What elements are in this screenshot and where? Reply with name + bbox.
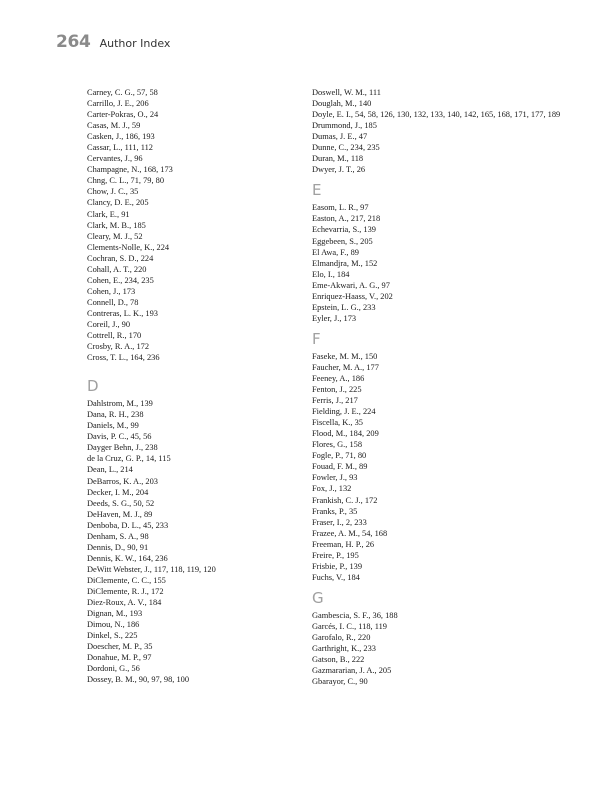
index-entry: Fiscella, K., 35 — [312, 418, 363, 428]
index-entry: Cervantes, J., 96 — [87, 154, 143, 164]
index-entry: Davis, P. C., 45, 56 — [87, 432, 152, 442]
index-entry: Champagne, N., 168, 173 — [87, 165, 173, 175]
page-number: 264 — [56, 32, 91, 52]
index-entry: Echevarria, S., 139 — [312, 225, 376, 235]
section-letter-d: D — [87, 377, 99, 396]
index-entry: Clements-Nolle, K., 224 — [87, 242, 170, 252]
index-entry: Carney, C. G., 57, 58 — [87, 88, 158, 97]
index-entry: Crosby, R. A., 172 — [87, 342, 150, 352]
index-entry: Clark, E., 91 — [87, 209, 130, 219]
index-entry: Decker, I. M., 204 — [87, 487, 149, 497]
index-entry: Dennis, D., 90, 91 — [87, 542, 149, 552]
index-entry: Eme-Akwari, A. G., 97 — [312, 280, 390, 290]
index-entry: DiClemente, R. J., 172 — [87, 586, 164, 596]
index-entry: Denham, S. A., 98 — [87, 531, 149, 541]
index-entry: Fogle, P., 71, 80 — [312, 451, 367, 461]
index-entry: Fenton, J., 225 — [312, 385, 362, 395]
index-entry: Dahlstrom, M., 139 — [87, 399, 153, 409]
index-entry: Dennis, K. W., 164, 236 — [87, 553, 168, 563]
index-entry: Ferris, J., 217 — [312, 396, 358, 406]
index-entry: Deeds, S. G., 50, 52 — [87, 498, 155, 508]
index-entry: Donahue, M. P., 97 — [87, 653, 152, 663]
entry-list — [87, 398, 297, 685]
index-entry: DeWitt Webster, J., 117, 118, 119, 120 — [87, 564, 216, 574]
section-letter-e: E — [312, 181, 322, 200]
index-entry: Flores, G., 158 — [312, 440, 363, 450]
index-entry: Elo, I., 184 — [312, 269, 350, 279]
entry-list — [312, 202, 562, 324]
index-entry: Gatson, B., 222 — [312, 655, 365, 665]
index-entry: Daniels, M., 99 — [87, 421, 139, 431]
index-entry: Franks, P., 35 — [312, 506, 358, 516]
index-entry: Dean, L., 214 — [87, 465, 133, 475]
index-entry: Duran, M., 118 — [312, 154, 364, 164]
section-letter-f: F — [312, 329, 321, 348]
index-entry: Doyle, E. I., 54, 58, 126, 130, 132, 133, 140, 142, 165, 168, 171, 177, 189 — [312, 110, 561, 120]
index-entry: Gambescia, S. F., 36, 188 — [312, 610, 398, 620]
index-entry: Enriquez-Haass, V., 202 — [312, 291, 393, 301]
index-entry: Cross, T. L., 164, 236 — [87, 353, 160, 363]
index-entry: Doswell, W. M., 111 — [312, 88, 381, 97]
entry-list — [312, 610, 562, 687]
index-entry: DeHaven, M. J., 89 — [87, 509, 153, 519]
index-entry: Coreil, J., 90 — [87, 319, 131, 329]
running-title: Author Index — [99, 37, 171, 50]
index-entry: Casas, M. J., 59 — [87, 121, 141, 131]
index-entry: Dinkel, S., 225 — [87, 631, 138, 641]
index-entry: Drummond, J., 185 — [312, 121, 377, 131]
index-entry: Carrillo, J. E., 206 — [87, 99, 149, 109]
index-entry: Dana, R. H., 238 — [87, 410, 144, 420]
index-entry: Fielding, J. E., 224 — [312, 407, 376, 417]
index-entry: Fox, J., 132 — [312, 484, 352, 494]
index-entry: Doescher, M. P., 35 — [87, 642, 153, 652]
index-entry: Fowler, J., 93 — [312, 473, 358, 483]
index-entry: Douglah, M., 140 — [312, 99, 372, 109]
index-entry: DiClemente, C. C., 155 — [87, 575, 166, 585]
index-entry: Garofalo, R., 220 — [312, 632, 371, 642]
entry-list — [312, 351, 562, 583]
index-entry: Dumas, J. E., 47 — [312, 132, 368, 142]
index-column-left — [87, 87, 297, 685]
index-entry: Dwyer, J. T., 26 — [312, 165, 366, 175]
index-entry: Freeman, H. P., 26 — [312, 539, 375, 549]
index-entry: Casken, J., 186, 193 — [87, 132, 155, 142]
index-entry: Garcés, I. C., 118, 119 — [312, 621, 387, 631]
index-entry: Dignan, M., 193 — [87, 609, 143, 619]
section-letter-g: G — [312, 588, 324, 607]
page-header — [56, 32, 170, 52]
index-entry: Chng, C. L., 71, 79, 80 — [87, 176, 165, 186]
index-entry: Fuchs, V., 184 — [312, 572, 360, 582]
index-entry: de la Cruz, G. P., 14, 115 — [87, 454, 171, 464]
index-entry: Cohen, E., 234, 235 — [87, 275, 154, 285]
index-entry: Gbarayor, C., 90 — [312, 677, 368, 687]
index-entry: Cohen, J., 173 — [87, 286, 136, 296]
index-entry: Clark, M. B., 185 — [87, 220, 146, 230]
index-entry: Epstein, L. G., 233 — [312, 302, 376, 312]
index-entry: Cohall, A. T., 220 — [87, 264, 147, 274]
index-entry: Contreras, L. K., 193 — [87, 308, 158, 318]
index-entry: Dossey, B. M., 90, 97, 98, 100 — [87, 675, 190, 685]
index-entry: Carter-Pokras, O., 24 — [87, 110, 159, 120]
index-entry: Easom, L. R., 97 — [312, 203, 369, 213]
index-entry: Elmandjra, M., 152 — [312, 258, 378, 268]
index-entry: Easton, A., 217, 218 — [312, 214, 381, 224]
index-entry: Frankish, C. J., 172 — [312, 495, 378, 505]
index-entry: Gazmararian, J. A., 205 — [312, 666, 392, 676]
index-entry: Faseke, M. M., 150 — [312, 351, 378, 361]
entry-list — [87, 87, 297, 363]
index-entry: Connell, D., 78 — [87, 297, 139, 307]
index-entry: Diez-Roux, A. V., 184 — [87, 598, 162, 608]
index-entry: Feeney, A., 186 — [312, 373, 365, 383]
index-entry: Dunne, C., 234, 235 — [312, 143, 380, 153]
index-entry: Freire, P., 195 — [312, 550, 359, 560]
index-entry: El Awa, F., 89 — [312, 247, 359, 257]
index-entry: Garthright, K., 233 — [312, 644, 376, 654]
index-entry: Chow, J. C., 35 — [87, 187, 139, 197]
entry-list — [312, 87, 562, 175]
index-entry: Denboba, D. L., 45, 233 — [87, 520, 169, 530]
index-entry: Frazee, A. M., 54, 168 — [312, 528, 388, 538]
index-entry: Clancy, D. E., 205 — [87, 198, 149, 208]
index-entry: Dordoni, G., 56 — [87, 664, 140, 674]
index-entry: Eyler, J., 173 — [312, 313, 357, 323]
index-entry: Flood, M., 184, 209 — [312, 429, 379, 439]
index-entry: Eggebeen, S., 205 — [312, 236, 373, 246]
index-entry: Dimou, N., 186 — [87, 620, 140, 630]
index-entry: Dayger Behn, J., 238 — [87, 443, 158, 453]
index-column-right — [312, 87, 562, 687]
index-entry: Cassar, L., 111, 112 — [87, 143, 153, 153]
index-entry: DeBarros, K. A., 203 — [87, 476, 158, 486]
index-entry: Cleary, M. J., 52 — [87, 231, 143, 241]
index-entry: Frisbie, P., 139 — [312, 561, 363, 571]
index-entry: Cottrell, R., 170 — [87, 331, 142, 341]
index-entry: Fouad, F. M., 89 — [312, 462, 368, 472]
index-entry: Faucher, M. A., 177 — [312, 362, 379, 372]
index-entry: Fraser, I., 2, 233 — [312, 517, 367, 527]
index-entry: Cochran, S. D., 224 — [87, 253, 154, 263]
